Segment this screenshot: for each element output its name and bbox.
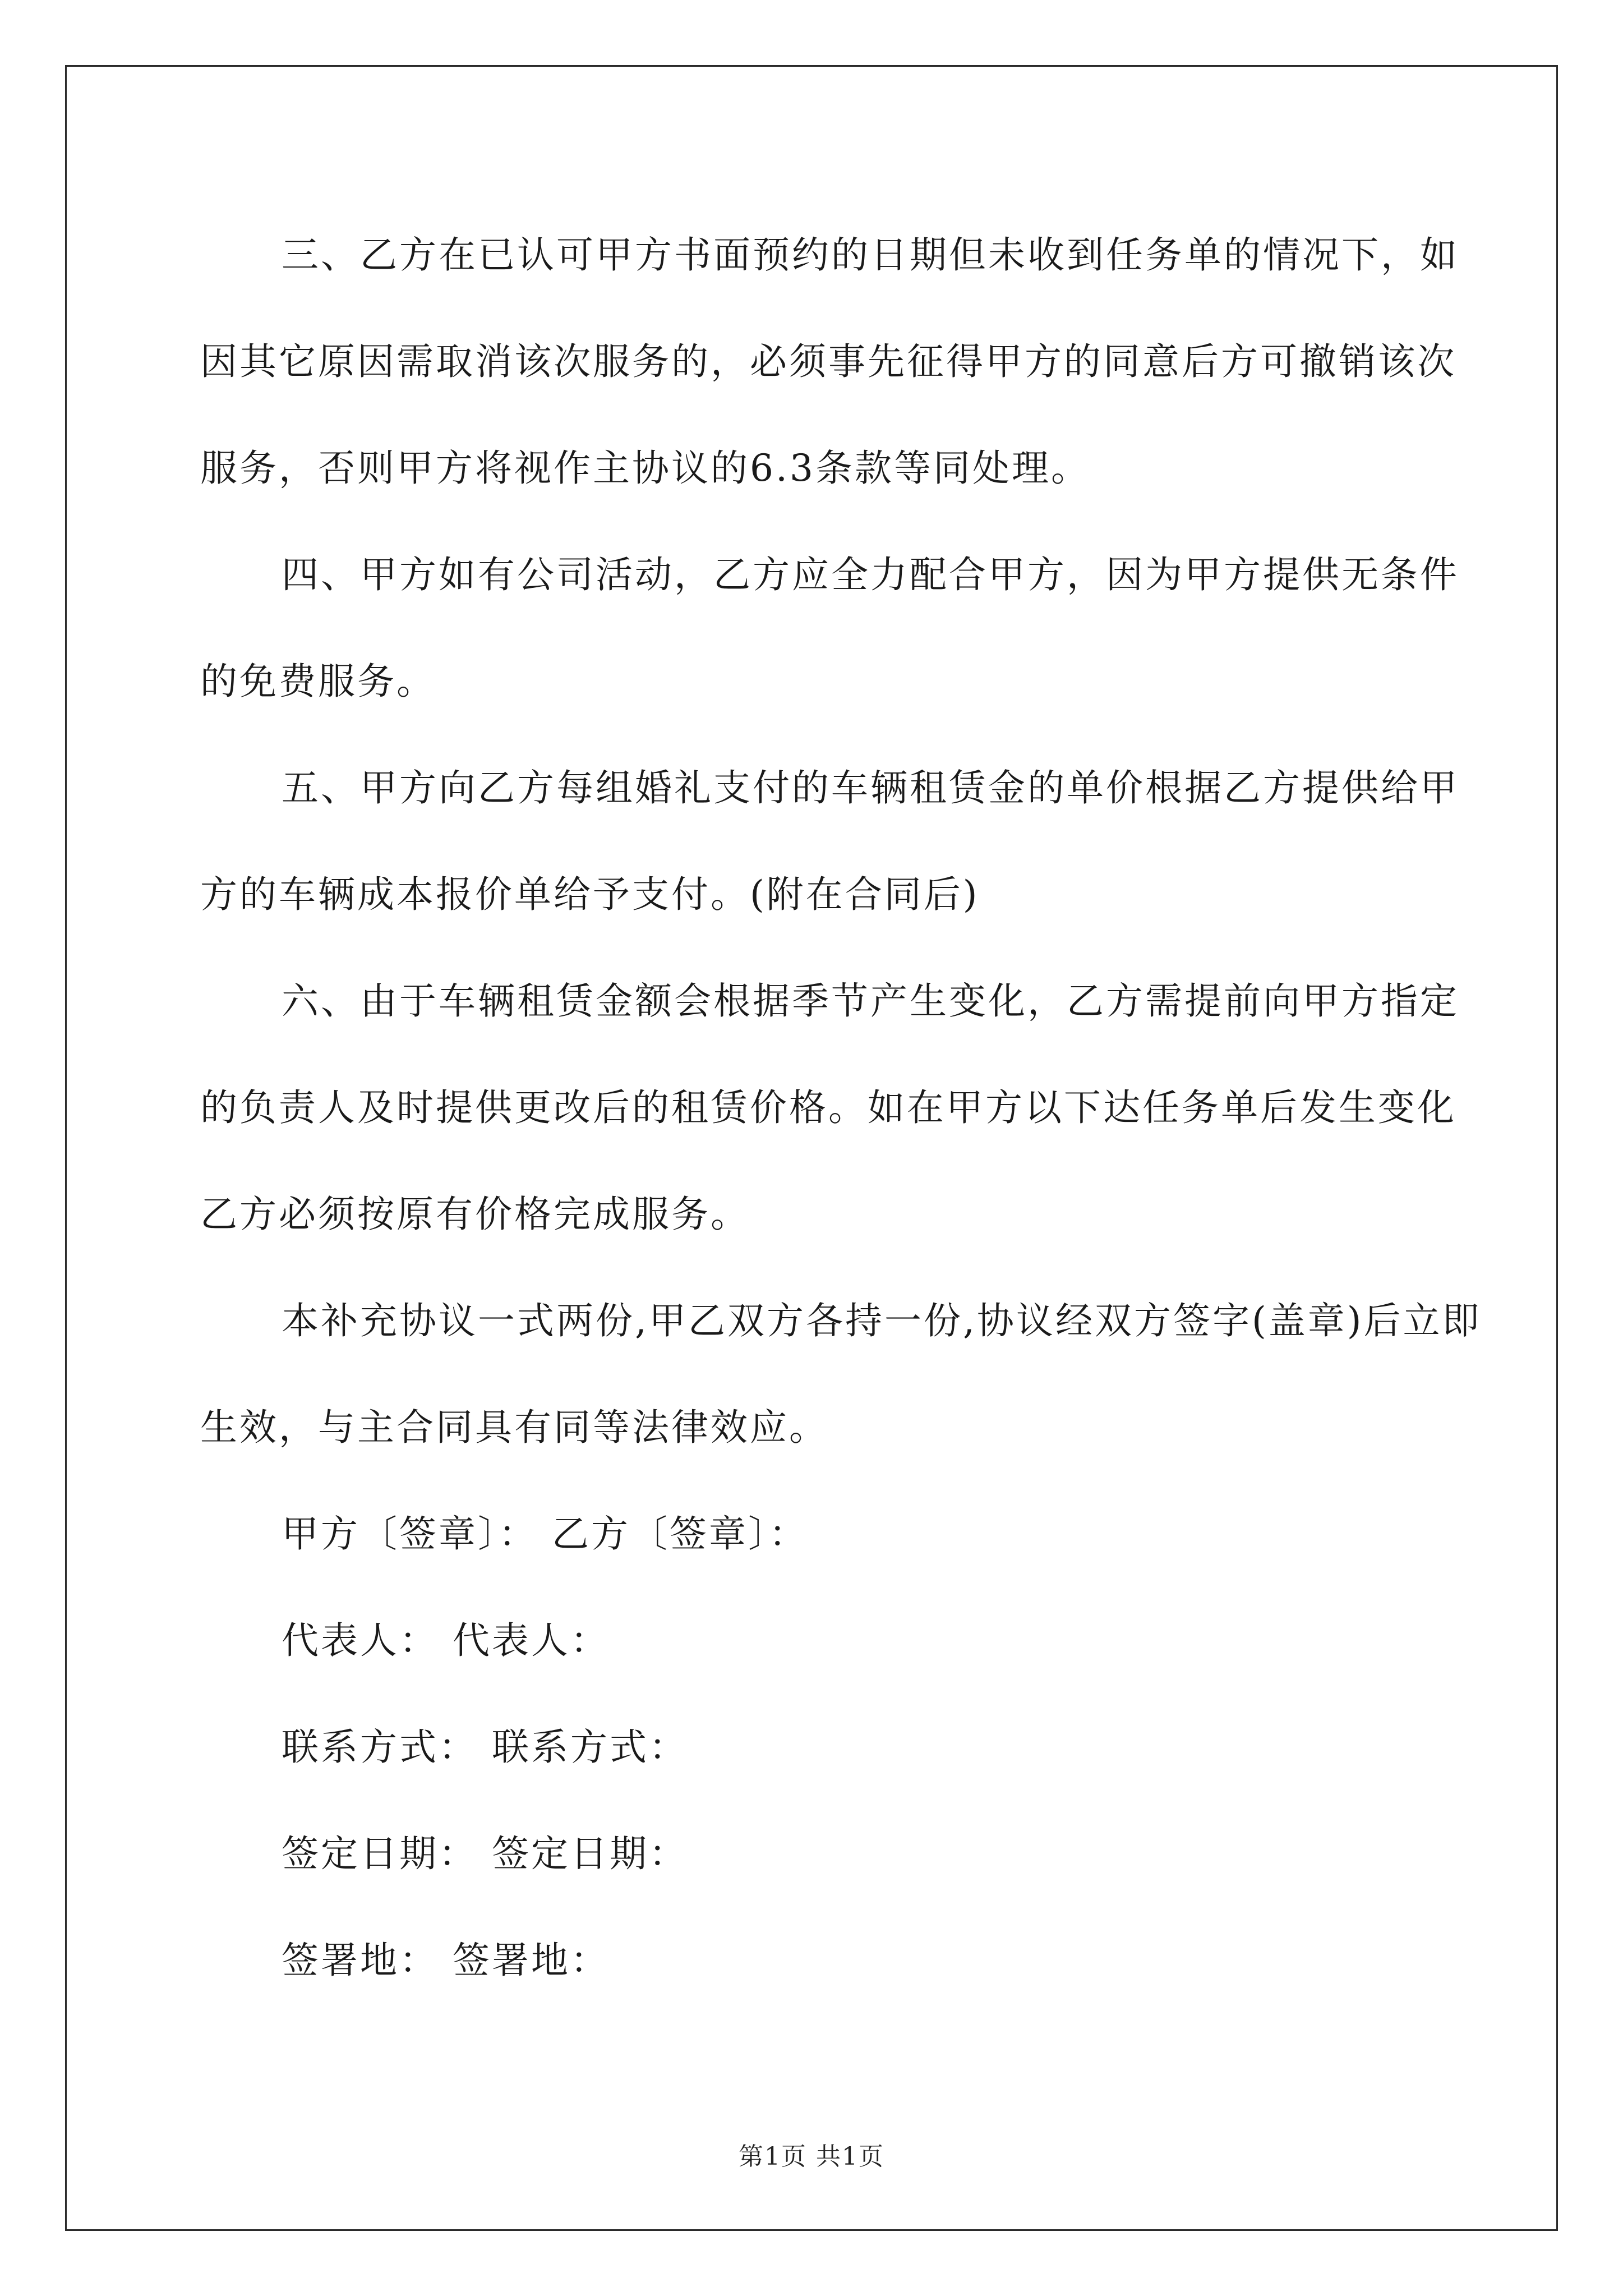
- paragraph-effectiveness: 本补充协议一式两份,甲乙双方各持一份,协议经双方签字(盖章)后立即生效，与主合同具有同等法律效应。: [200, 1299, 1482, 1449]
- signature-line-place: 签署地： 签署地：: [282, 1939, 610, 1982]
- paragraph-clause-6: 六、由于车辆租赁金额会根据季节产生变化，乙方需提前向甲方指定的负责人及时提供更改后的租赁价格。如在甲方以下达任务单后发生变化乙方必须按原有价格完成服务。: [200, 979, 1459, 1236]
- signature-line-seal: 甲方〔签章〕： 乙方〔签章〕：: [282, 1512, 808, 1556]
- paragraph-clause-3: 三、乙方在已认可甲方书面预约的日期但未收到任务单的情况下，如因其它原因需取消该次服务的，必须事先征得甲方的同意后方可撤销该次服务，否则甲方将视作主协议的6.3条款等同处理。: [200, 233, 1459, 490]
- page-footer: 第1页 共1页: [739, 2142, 884, 2171]
- document-body: [200, 202, 1490, 2014]
- signature-line-contact: 联系方式： 联系方式：: [282, 1726, 688, 1769]
- paragraph-clause-4: 四、甲方如有公司活动，乙方应全力配合甲方，因为甲方提供无条件 的免费服务。: [200, 553, 1473, 703]
- signature-line-representative: 代表人： 代表人：: [282, 1619, 610, 1662]
- paragraph-clause-5: 五、甲方向乙方每组婚礼支付的车辆租赁金的单价根据乙方提供给甲 方的车辆成本报价单给予支付。(附在合同后): [200, 766, 1473, 916]
- signature-line-date: 签定日期： 签定日期：: [282, 1832, 688, 1875]
